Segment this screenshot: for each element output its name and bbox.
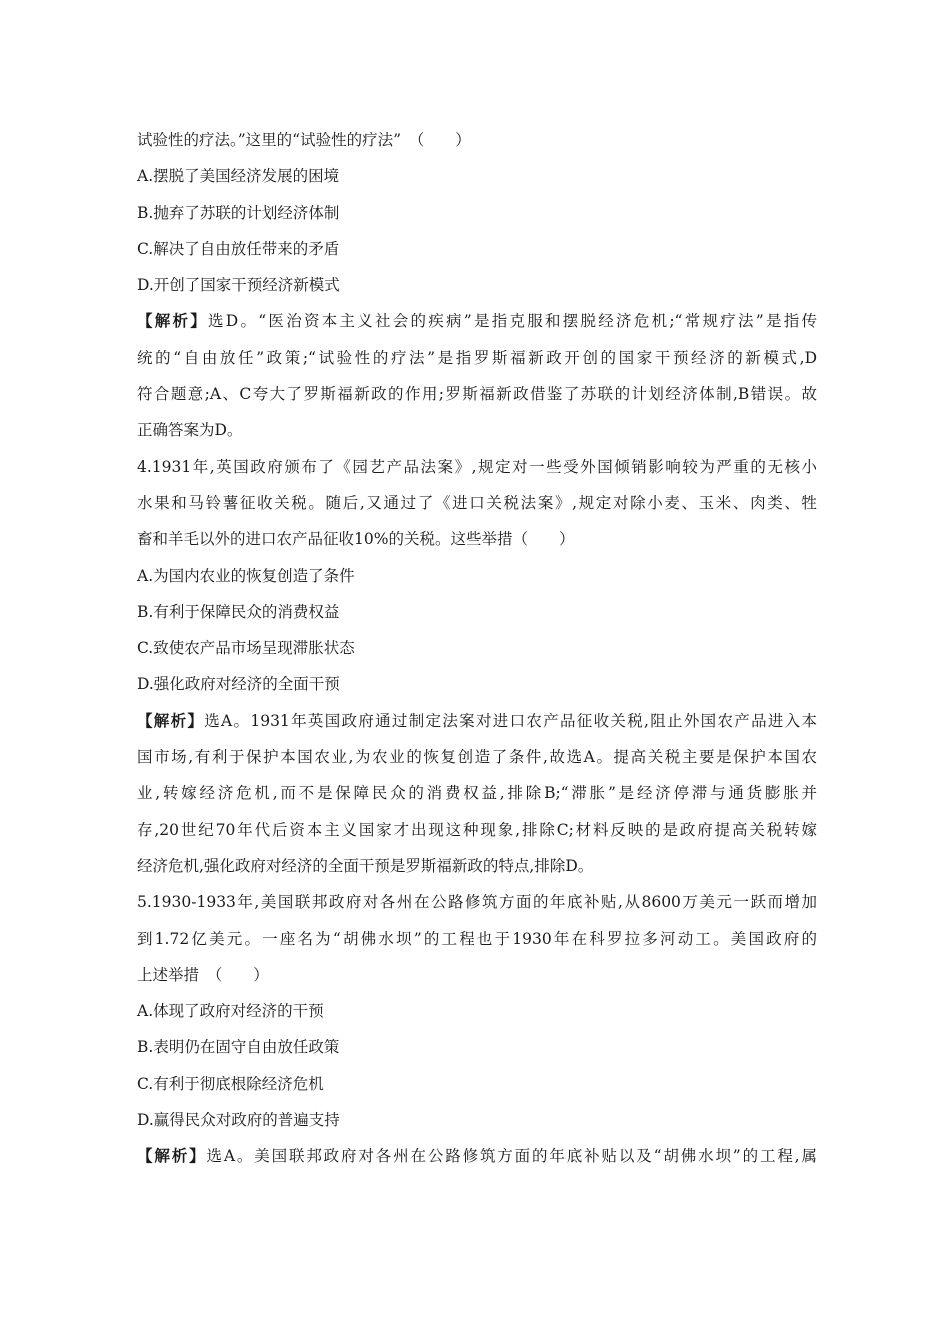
analysis-line: 经济危机,强化政府对经济的全面干预是罗斯福新政的特点,排除D。 [137, 856, 594, 875]
analysis-text: 选D。“医治资本主义社会的疾病”是指克服和摆脱经济危机;“常规疗法”是指传 [208, 312, 817, 331]
option-c: C.有利于彻底根除经济危机 [137, 1074, 324, 1093]
analysis-text: 选A。美国联邦政府对各州在公路修筑方面的年底补贴以及“胡佛水坝”的工程,属 [206, 1147, 817, 1166]
option-a: A.为国内农业的恢复创造了条件 [137, 566, 355, 585]
option-a: A.体现了政府对经济的干预 [137, 1002, 324, 1021]
option-b: B.抛弃了苏联的计划经济体制 [137, 203, 340, 222]
analysis-line [137, 303, 817, 339]
analysis-line: 符合题意;A、C夸大了罗斯福新政的作用;罗斯福新政借鉴了苏联的计划经济体制,B错误。故 [137, 385, 817, 404]
question-5-stem: 上述举措 （ ） [137, 965, 269, 984]
option-b: B.表明仍在固守自由放任政策 [137, 1038, 340, 1057]
analysis-line: 业,转嫁经济危机,而不是保障民众的消费权益,排除B;“滞胀”是经济停滞与通货膨胀并 [137, 784, 817, 803]
option-d: D.赢得民众对政府的普遍支持 [137, 1111, 340, 1130]
question-5-stem: 5.1930-1933年,美国联邦政府对各州在公路修筑方面的年底补贴,从8600万美元一跃而增加 [137, 893, 817, 912]
analysis-line: 国市场,有利于保护本国农业,为农业的恢复创造了条件,故选A。提高关税主要是保护本国农 [137, 748, 817, 767]
analysis-line [137, 703, 817, 739]
analysis-line: 存,20世纪70年代后资本主义国家才出现这种现象,排除C;材料反映的是政府提高关税转嫁 [137, 820, 817, 839]
analysis-tag: 【解析】 [137, 710, 205, 730]
analysis-tag: 【解析】 [137, 1146, 207, 1166]
option-c: C.致使农产品市场呈现滞胀状态 [137, 639, 355, 658]
question-4-stem: 水果和马铃薯征收关税。随后,又通过了《进口关税法案》,规定对除小麦、玉米、肉类、牲 [137, 493, 817, 512]
option-d: D.强化政府对经济的全面干预 [137, 675, 340, 694]
option-c: C.解决了自由放任带来的矛盾 [137, 239, 340, 258]
option-a: A.摆脱了美国经济发展的困境 [137, 167, 340, 186]
analysis-line: 正确答案为D。 [137, 421, 243, 440]
document-body [137, 122, 817, 1175]
analysis-tag: 【解析】 [137, 311, 209, 331]
option-b: B.有利于保障民众的消费权益 [137, 602, 340, 621]
question-4-stem: 4.1931年,英国政府颁布了《园艺产品法案》,规定对一些受外国倾销影响较为严重的无核小 [137, 457, 817, 476]
question-5-stem: 到1.72亿美元。一座名为“胡佛水坝”的工程也于1930年在科罗拉多河动工。美国政府的 [137, 929, 817, 948]
analysis-text: 选A。1931年英国政府通过制定法案对进口农产品征收关税,阻止外国农产品进入本 [204, 711, 817, 730]
question-3-stem-end: 试验性的疗法。”这里的“试验性的疗法” （ ） [137, 131, 471, 149]
analysis-line: 统的“自由放任”政策;“试验性的疗法”是指罗斯福新政开创的国家干预经济的新模式,D [137, 348, 817, 367]
analysis-line [137, 1138, 817, 1174]
option-d: D.开创了国家干预经济新模式 [137, 276, 340, 295]
question-4-stem: 畜和羊毛以外的进口农产品征收10%的关税。这些举措（ ） [137, 530, 575, 549]
